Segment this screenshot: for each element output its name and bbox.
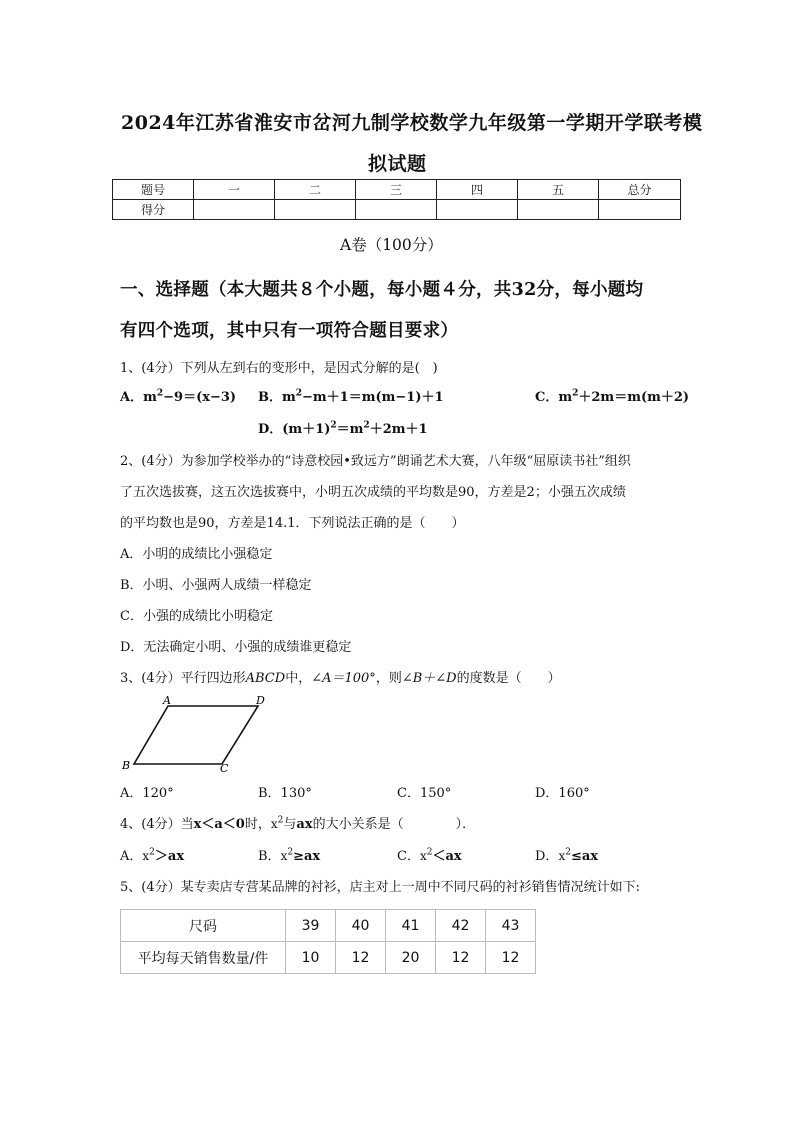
q3-option-b: B．130° [258, 786, 312, 801]
q3-stem-part: 中， [285, 671, 312, 686]
q2-option-c: C．小强的成绩比小明稳定 [120, 609, 273, 624]
q3-option-c: C．150° [397, 786, 452, 801]
q1-option-a-sup: 2 [156, 388, 164, 399]
q1-option-a [120, 386, 236, 405]
score-header-cell: 四 [437, 180, 518, 200]
score-cell [356, 200, 437, 220]
q1-option-b [258, 386, 444, 405]
q4-option-label: D． [535, 849, 559, 864]
q4-option-base: x [419, 849, 427, 863]
parallelogram-figure [118, 694, 278, 778]
parallelogram-shape [134, 706, 258, 764]
page-title: 2024年江苏省淮安市岔河九制学校数学九年级第一学期开学联考模 [121, 112, 703, 134]
q1-option-b-rest: −m＋1＝m(m−1)＋1 [302, 390, 444, 405]
q3-option-a: A．120° [120, 786, 174, 801]
q1-option-c-label: C． [535, 390, 559, 405]
q1-option-b-sup: 2 [295, 388, 303, 399]
q4-option-label: B． [258, 849, 281, 864]
q1-option-d-sup2: 2 [363, 420, 370, 431]
q4-option-sup: 2 [287, 847, 294, 858]
table-cell: 41 [386, 910, 436, 942]
q4-option-rel: ＞ax [154, 849, 185, 864]
table-cell: 12 [336, 942, 386, 974]
vertex-d-label: D [256, 694, 265, 707]
q2-option-b: B．小明、小强两人成绩一样稳定 [120, 578, 312, 593]
score-table-header-row [113, 180, 681, 200]
section-heading: 一、选择题（本大题共８个小题，每小题４分，共32分，每小题均 [120, 280, 644, 300]
q4-option-d [535, 845, 598, 864]
score-row-label: 得分 [113, 200, 194, 220]
score-header-cell: 总分 [599, 180, 681, 200]
table-cell: 42 [436, 910, 486, 942]
q1-option-a-rest: −9＝(x−3) [163, 390, 237, 405]
q3-stem-sum: ∠B＋∠D [401, 671, 457, 686]
q1-option-a-label: A． [120, 390, 144, 405]
q1-option-d-base: (m＋1) [282, 422, 331, 437]
q1-option-c-base: m [558, 390, 573, 405]
question-1-stem: 1、(4分）下列从左到右的变形中，是因式分解的是( ) [120, 361, 438, 376]
question-2-stem: 2、(4分）为参加学校举办的“诗意校园•致远方”朗诵艺术大赛，八年级“屈原读书社”组织 [120, 454, 631, 469]
score-cell [194, 200, 275, 220]
q4-option-rel: ≥ax [293, 849, 321, 864]
q3-stem-part: 的度数是（ ） [456, 671, 561, 686]
q1-option-b-base: m [282, 390, 296, 405]
q1-option-c-sup: 2 [572, 388, 579, 399]
vertex-b-label: B [122, 759, 131, 772]
question-5-stem: 5、(4分）某专卖店专营某品牌的衬衫，店主对上一周中不同尺码的衬衫销售情况统计如下: [120, 880, 640, 895]
table-cell: 12 [486, 942, 536, 974]
score-header-cell: 二 [275, 180, 356, 200]
table-row [121, 942, 536, 974]
q4-stem-part: 4、(4分）当 [120, 817, 194, 832]
question-4-stem [120, 813, 475, 832]
table-cell: 20 [386, 942, 436, 974]
table-cell: 40 [336, 910, 386, 942]
q4-stem-x: x [270, 817, 278, 831]
q4-option-b [258, 845, 320, 864]
q1-option-c [535, 386, 689, 405]
q2-option-a: A．小明的成绩比小强稳定 [120, 547, 273, 562]
score-cell [275, 200, 356, 220]
score-cell [518, 200, 599, 220]
score-cell [599, 200, 681, 220]
q1-option-d-rest: ＋2m＋1 [369, 422, 428, 437]
q4-option-rel: ≤ax [570, 849, 599, 864]
q1-option-d-mid: ＝m [336, 422, 364, 437]
volume-heading: A卷（100分） [340, 236, 443, 254]
q1-option-d [258, 418, 428, 437]
table-cell: 43 [486, 910, 536, 942]
q4-option-sup: 2 [149, 847, 155, 858]
q2-option-d: D．无法确定小明、小强的成绩谁更稳定 [120, 640, 352, 655]
q4-stem-ax: ax [296, 817, 313, 832]
q1-option-b-label: B． [258, 390, 282, 405]
score-header-cell: 题号 [113, 180, 194, 200]
q3-stem-angle: ∠A＝100° [311, 671, 376, 686]
q3-stem-part: 3、(4分）平行四边形 [120, 671, 246, 686]
q1-option-c-rest: ＋2m＝m(m＋2) [578, 390, 690, 405]
q3-stem-part: ，则 [375, 671, 402, 686]
question-3-stem [120, 667, 561, 686]
q1-option-a-base: m [143, 390, 157, 405]
q3-option-d: D．160° [535, 786, 590, 801]
score-table-row [113, 200, 681, 220]
q4-option-label: A． [120, 849, 143, 864]
q4-option-a [120, 845, 184, 864]
question-2-stem-cont: 了五次选拔赛，这五次选拔赛中，小明五次成绩的平均数是90，方差是2；小强五次成绩 [120, 485, 626, 500]
q1-option-d-label: D． [258, 422, 283, 437]
q4-option-c [397, 845, 462, 864]
table-cell: 39 [286, 910, 336, 942]
score-header-cell: 一 [194, 180, 275, 200]
section-heading-cont: 有四个选项，其中只有一项符合题目要求） [120, 321, 459, 341]
question-2-stem-cont: 的平均数也是90，方差是14.1．下列说法正确的是（ ） [120, 516, 465, 531]
score-header-cell: 五 [518, 180, 599, 200]
table-row-header: 尺码 [121, 910, 286, 942]
q4-option-base: x [280, 849, 288, 863]
q4-option-base: x [142, 849, 150, 863]
table-cell: 10 [286, 942, 336, 974]
q4-stem-cond: x＜a＜0 [193, 817, 245, 832]
q4-option-sup: 2 [426, 847, 433, 858]
q4-stem-part: 的大小关系是（ ）． [312, 817, 476, 832]
score-cell [437, 200, 518, 220]
q4-stem-part: 时， [244, 817, 271, 832]
score-table [112, 179, 681, 220]
table-row-header: 平均每天销售数量/件 [121, 942, 286, 974]
q1-option-d-sup: 2 [330, 420, 337, 431]
q4-option-label: C． [397, 849, 420, 864]
q4-stem-sup: 2 [277, 815, 284, 826]
score-header-cell: 三 [356, 180, 437, 200]
q4-option-base: x [558, 849, 566, 863]
page-title-cont: 拟试题 [368, 153, 427, 175]
vertex-a-label: A [163, 694, 171, 707]
table-row [121, 910, 536, 942]
q3-stem-abcd: ABCD [245, 671, 286, 686]
q4-option-rel: ＜ax [432, 849, 462, 864]
table-cell: 12 [436, 942, 486, 974]
size-sales-table [120, 909, 536, 974]
q4-option-sup: 2 [565, 847, 571, 858]
q4-stem-part: 与 [283, 817, 297, 832]
vertex-c-label: C [220, 762, 229, 775]
